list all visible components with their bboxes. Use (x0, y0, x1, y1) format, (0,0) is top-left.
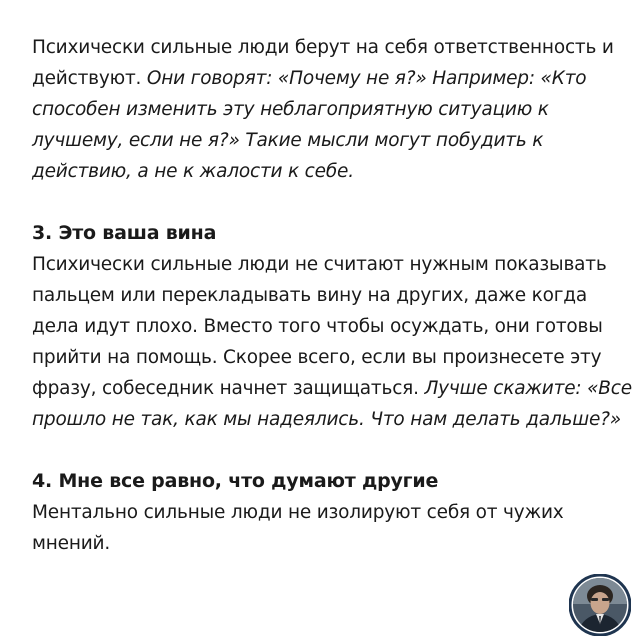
paragraph-plain-text: Ментально сильные люди не изолируют себя от чужих мнений. (32, 502, 564, 554)
paragraph-plain-text: Психически сильные люди берут на себя ответственность и действуют. (32, 37, 614, 89)
paragraph-blame (32, 249, 632, 435)
paragraph-plain-text: Психически сильные люди не считают нужным показывать пальцем или перекладывать вину на других, даже когда дела идут плохо. Вместо того чтобы осуждать, они готовы прийти на помощь. Скорее всего, если вы произнесете эту фразу, собеседник начнет защищаться. (32, 254, 607, 399)
paragraph-opinions (32, 497, 632, 559)
paragraph-italic-quote: Они говорят: «Почему не я?» Например: «Кто способен изменить эту неблагоприятную ситуацию к лучшему, если не я?» Такие мысли могут побудить к действию, а не к жалости к себе. (32, 68, 587, 182)
section-heading-4: 4. Мне все равно, что думают другие (32, 470, 439, 492)
author-portrait-avatar-icon (569, 574, 631, 636)
author-avatar[interactable] (567, 572, 633, 638)
paragraph-italic-quote: Лучше скажите: «Все прошло не так, как мы надеялись. Что нам делать дальше?» (32, 378, 632, 430)
paragraph-responsibility (32, 32, 632, 187)
section-heading-3: 3. Это ваша вина (32, 222, 217, 244)
section-spacer (32, 187, 632, 218)
article-body (32, 32, 632, 559)
section-spacer (32, 435, 632, 466)
